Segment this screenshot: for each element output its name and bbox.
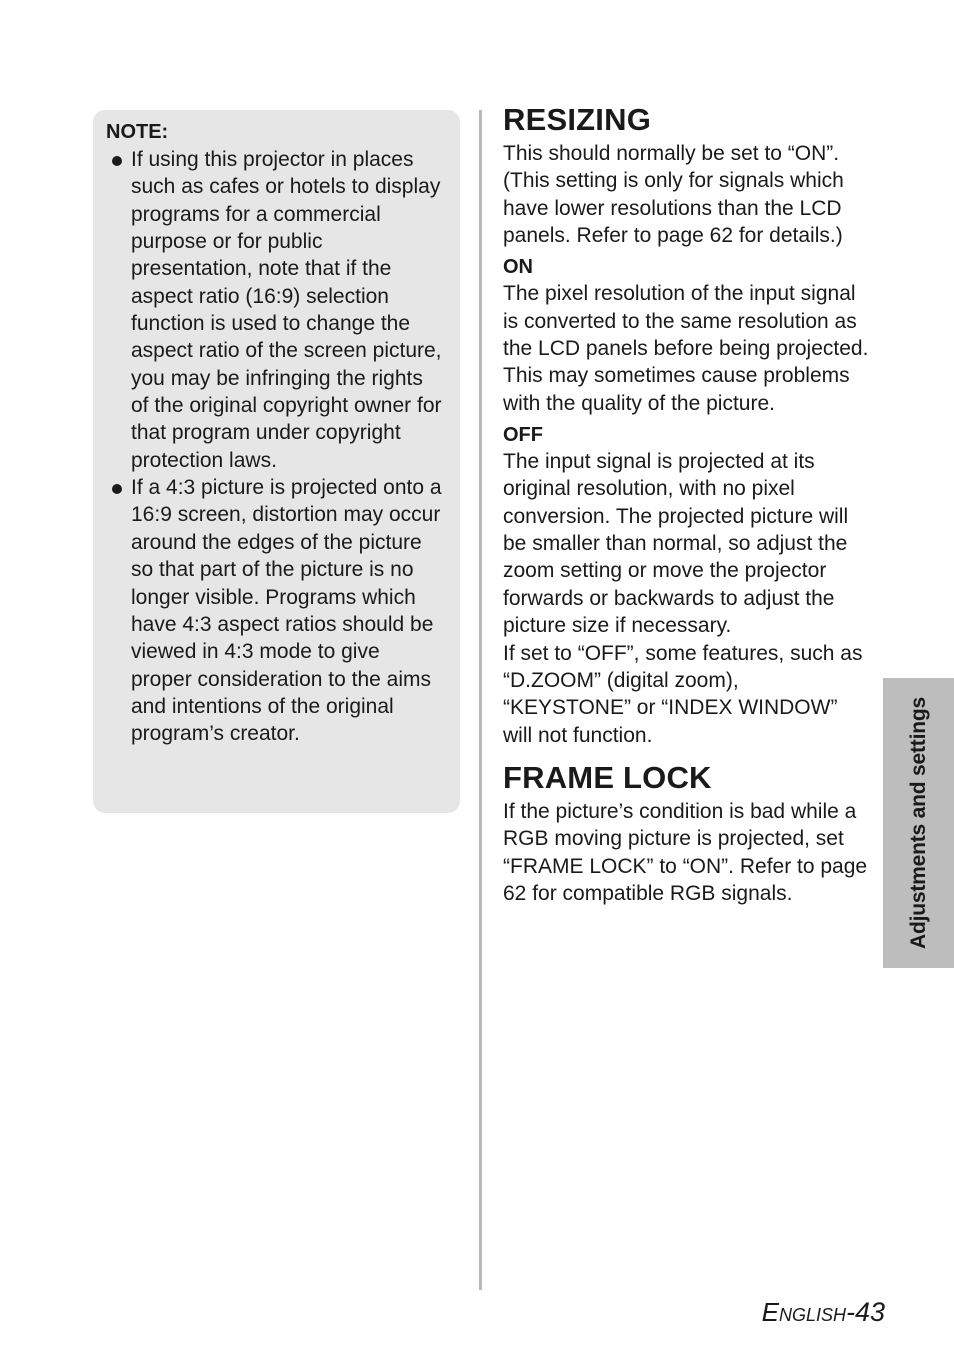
note-bullet-aspect-ratio	[106, 474, 446, 747]
column-divider	[479, 110, 482, 1290]
resizing-intro: This should normally be set to “ON”. (This setting is only for signals which have lower resolutions than the LCD panels. Refer to page 62 for details.)	[503, 142, 844, 248]
bullet-dot-icon	[112, 484, 122, 494]
note-title: NOTE:	[106, 121, 169, 143]
footer-language: English	[761, 1297, 846, 1327]
side-tab-label: Adjustments and settings	[906, 697, 930, 949]
section-side-tab	[883, 678, 954, 968]
resizing-on-text: The pixel resolution of the input signal is converted to the same resolution as the LCD panels before being projected.	[503, 282, 869, 361]
right-column	[503, 100, 871, 907]
resizing-off-note: If set to “OFF”, some features, such as “D.ZOOM” (digital zoom), “KEYSTONE” or “INDEX WINDOW” will not function.	[503, 641, 863, 747]
page-footer	[762, 1297, 885, 1328]
resizing-on-label: ON	[503, 256, 533, 279]
note-bullet-copyright	[106, 146, 446, 474]
frame-lock-text: If the picture’s condition is bad while a RGB moving picture is projected, set “FRAME LOCK” to “ON”. Refer to page 62 for compatible RGB signals.	[503, 799, 868, 905]
resizing-off-label: OFF	[503, 424, 543, 447]
note-bullet-list	[106, 146, 446, 748]
note-bullet-text: If a 4:3 picture is projected onto a 16:9 screen, distortion may occur around the edges of the picture so that part of the picture is no longer visible. Programs which have 4:3 aspect ratios should be viewed in 4:3 mode to give proper consideration to the aims and intentions of the original program’s creator.	[131, 476, 442, 746]
resizing-on-note: This may sometimes cause problems with the quality of the picture.	[503, 364, 850, 415]
note-box	[93, 110, 460, 813]
bullet-dot-icon	[112, 156, 122, 166]
frame-lock-heading: FRAME LOCK	[503, 759, 712, 795]
resizing-heading: RESIZING	[503, 102, 652, 137]
page-number: -43	[845, 1297, 885, 1327]
note-bullet-text: If using this projector in places such as cafes or hotels to display programs for a commercial purpose or for public presentation, note that if the aspect ratio (16:9) selection function is used to change the aspect ratio of the screen picture, you may be infringing the rights of the original copyright owner for that program under copyright protection laws.	[131, 148, 442, 472]
resizing-off-text: The input signal is projected at its original resolution, with no pixel conversion. The projected picture will be smaller than normal, so adjust the zoom setting or move the projector forwards or backwards to adjust the picture size if necessary.	[503, 450, 849, 638]
